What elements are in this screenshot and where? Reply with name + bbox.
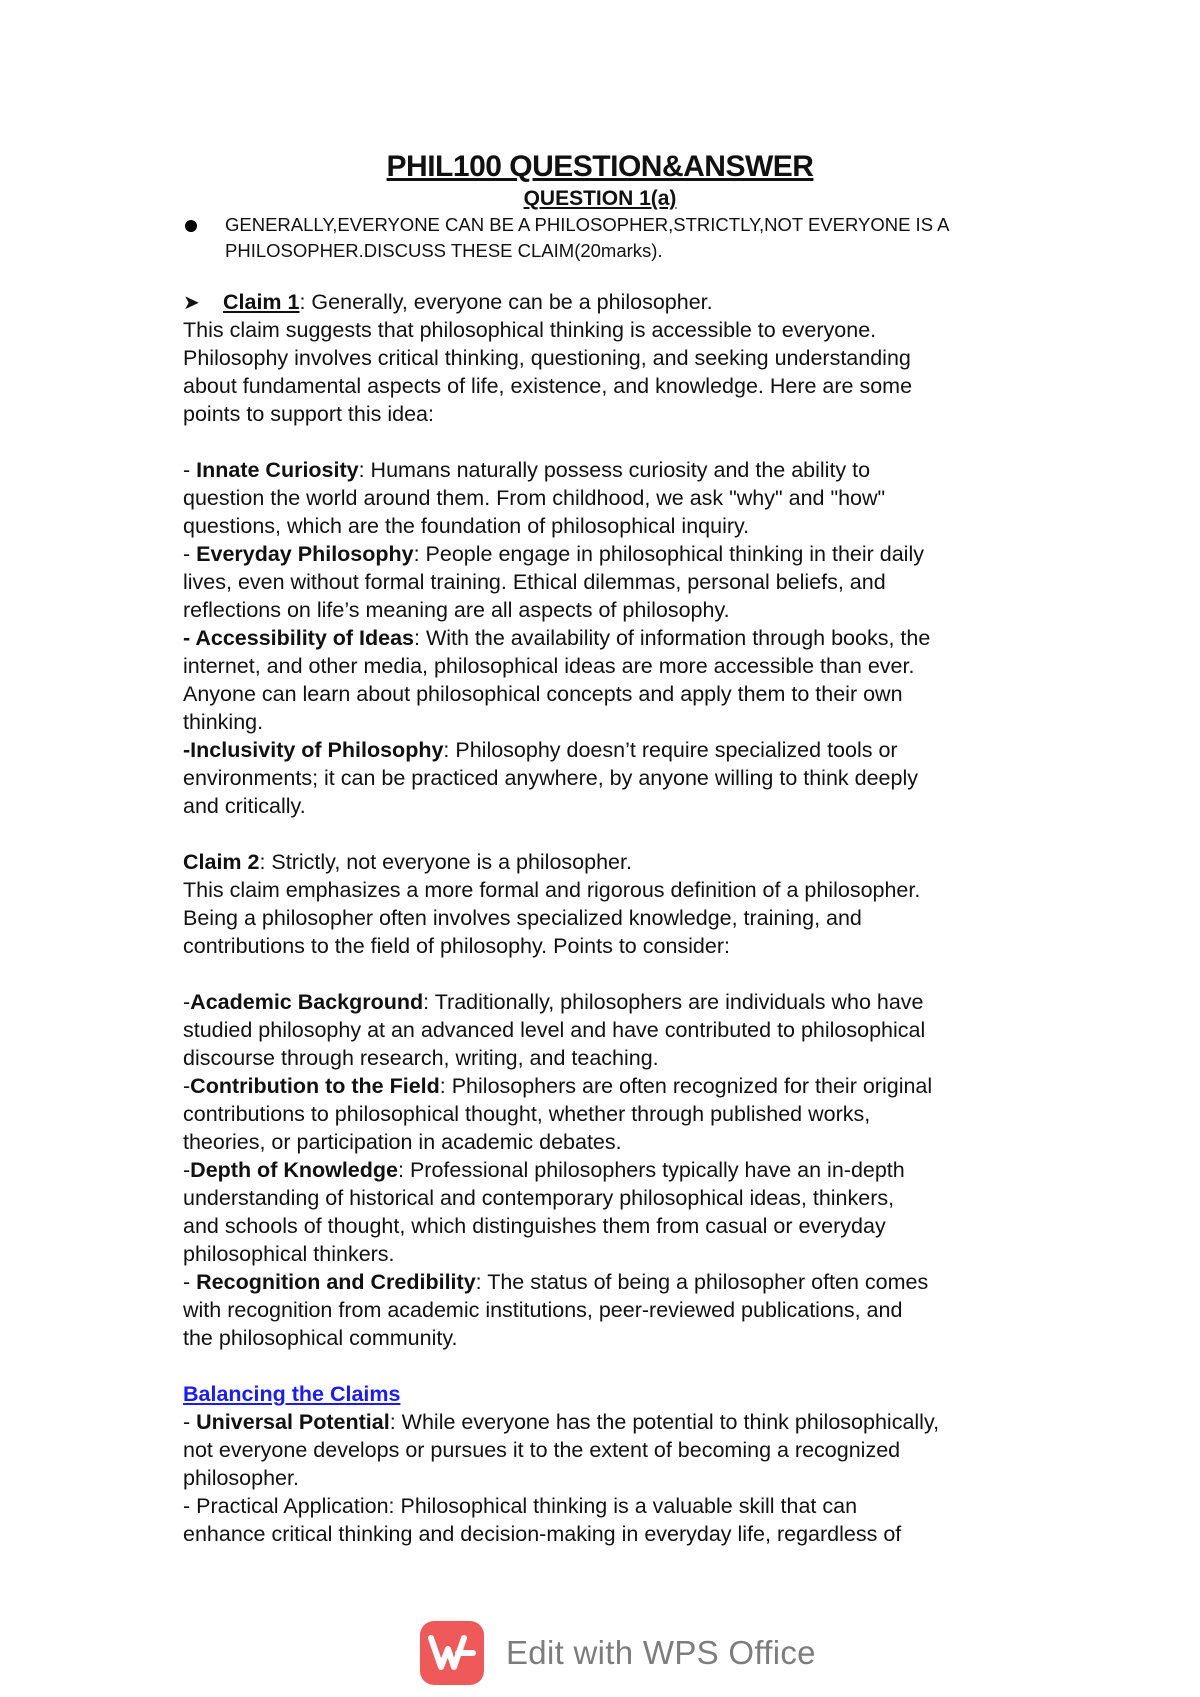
paragraph-line: This claim suggests that philosophical thinking is accessible to everyone.	[183, 318, 877, 342]
point-innate-curiosity: - Innate Curiosity: Humans naturally possess curiosity and the ability to	[183, 458, 871, 482]
claim2-line: Claim 2: Strictly, not everyone is a philosopher.	[183, 850, 632, 874]
arrow-bullet-icon: ➤	[183, 292, 200, 314]
point-everyday-philosophy: - Everyday Philosophy: People engage in philosophical thinking in their daily	[183, 542, 924, 566]
document-title: PHIL100 QUESTION&ANSWER	[386, 150, 814, 183]
balancing-heading: Balancing the Claims	[183, 1382, 401, 1406]
point-practical-application: - Practical Application: Philosophical thinking is a valuable skill that can	[183, 1494, 858, 1518]
paragraph-line: about fundamental aspects of life, existence, and knowledge. Here are some	[183, 374, 913, 398]
point-recognition: - Recognition and Credibility: The status of being a philosopher often comes	[183, 1270, 929, 1294]
point-universal-potential: - Universal Potential: While everyone has the potential to think philosophically,	[183, 1410, 940, 1434]
paragraph-line: points to support this idea:	[183, 402, 434, 426]
wps-logo-icon	[420, 1621, 484, 1685]
document-body: ➤ Claim 1: Generally, everyone can be a philosopher. This claim suggests that philosophical thinking is accessible to everyone. Philosophy involves critical thinking, questioning, and seeking understanding about fundamental aspects of life, existence, and knowledge. Here are some points to support this idea: - Innate Curiosity: Humans naturally possess curiosity and the ability to question the world around them. From childhood, we ask "why" and "how" questions, which are the foundation of philosophical inquiry. - Everyday Philosophy: People engage in philosophical thinking in their daily lives, even without formal training. Ethical dilemmas, personal beliefs, and reflections on life’s meaning are all aspects of philosophy. - Accessibility of Ideas: With the availability of information through books, the internet, and other media, philosophical ideas are more accessible than ever. Anyone can learn about philosophical concepts and apply them to their own thinking. -Inclusivity of Philosophy: Philosophy doesn’t require specialized tools or environments; it can be practiced anywhere, by anyone willing to think deeply and critically. Claim 2: Strictly, not everyone is a philosopher. This claim emphasizes a more formal and rigorous definition of a philosopher. Being a philosopher often involves specialized knowledge, training, and contributions to the field of philosophy. Points to consider: -Academic Background: Traditionally, philosophers are individuals who have studied philosophy at an advanced level and have contributed to philosophical discourse through research, writing, and teaching. -Contribution to the Field: Philosophers are often recognized for their original contributions to philosophical thought, whether through published works, theories, or participation in academic debates. -Depth of Knowledge: Professional philosophers typically have an in-depth understanding of historical and contemporary philosophical ideas, thinkers, and schools of thought, which distinguishes them from casual or everyday philosophical thinkers. - Recognition and Credibility: The status of being a philosopher often comes with recognition from academic institutions, peer-reviewed publications, and the philosophical community. Balancing the Claims - Universal Potential: While everyone has the potential to think philosophically, not everyone develops or pursues it to the extent of becoming a recognized philosopher. - Practical Application: Philosophical thinking is a valuable skill that can enhance critical thinking and decision-making in everyday life, regardless of	[183, 288, 1063, 1548]
paragraph-line: contributions to the field of philosophy. Points to consider:	[183, 934, 730, 958]
point-contribution: -Contribution to the Field: Philosophers are often recognized for their original	[183, 1074, 933, 1098]
paragraph-line: This claim emphasizes a more formal and rigorous definition of a philosopher.	[183, 878, 921, 902]
point-accessibility: - Accessibility of Ideas: With the availability of information through books, the	[183, 626, 931, 650]
wps-watermark-text: Edit with WPS Office	[506, 1634, 816, 1671]
paragraph-line: Philosophy involves critical thinking, questioning, and seeking understanding	[183, 346, 911, 370]
wps-watermark[interactable]	[420, 1618, 816, 1688]
bullet-dot-icon	[185, 220, 197, 232]
claim1-line: ➤ Claim 1: Generally, everyone can be a philosopher.	[183, 288, 1063, 316]
paragraph-line: Being a philosopher often involves specialized knowledge, training, and	[183, 906, 862, 930]
point-depth-of-knowledge: -Depth of Knowledge: Professional philosophers typically have an in-depth	[183, 1158, 905, 1182]
question-text: GENERALLY,EVERYONE CAN BE A PHILOSOPHER,STRICTLY,NOT EVERYONE IS A PHILOSOPHER.DISCUSS THESE CLAIM(20marks).	[225, 214, 950, 261]
point-academic-background: -Academic Background: Traditionally, philosophers are individuals who have	[183, 990, 924, 1014]
point-inclusivity: -Inclusivity of Philosophy: Philosophy doesn’t require specialized tools or	[183, 738, 898, 762]
question-heading: QUESTION 1(a)	[523, 187, 677, 210]
